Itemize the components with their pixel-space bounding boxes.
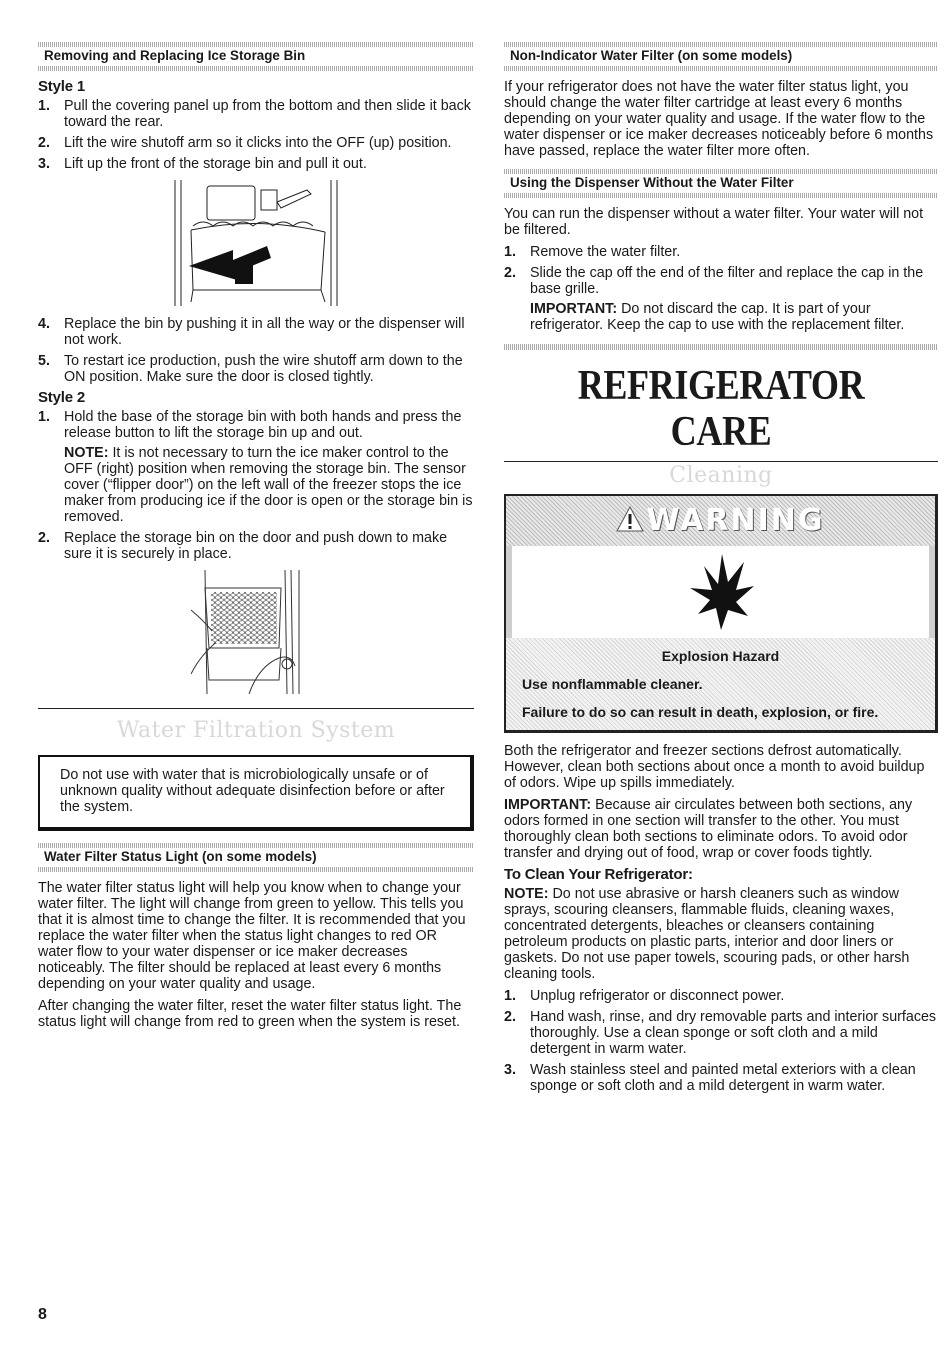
step-number: 5. (38, 353, 50, 369)
list-item (38, 316, 474, 348)
list-item (504, 1062, 938, 1094)
list-item (504, 265, 938, 333)
warning-band (506, 496, 935, 546)
step-text: Pull the covering panel up from the bottom and then slide it back toward the rear. (64, 98, 471, 130)
note-text: Do not use abrasive or harsh cleaners such as window sprays, scouring cleansers, flammable fluids, cleaning waxes, concentrated detergents, bleaches or cleansers containing petroleum products on plastic parts, interior and door liners or gaskets. Do not use paper towels, scouring pads, or other harsh cleaning tools. (504, 886, 910, 982)
step-number: 2. (38, 530, 50, 546)
without-filter-paragraph: You can run the dispenser without a water filter. Your water will not be filtered. (504, 206, 924, 238)
status-light-paragraph-2: After changing the water filter, reset the water filter status light. The status light will change from red to green when the system is reset. (38, 998, 462, 1030)
step-number: 2. (504, 265, 516, 281)
warning-text-area (506, 638, 935, 730)
step-text: Replace the bin by pushing it in all the way or the dispenser will not work. (64, 316, 465, 348)
style2-note (64, 445, 474, 525)
step-text: Unplug refrigerator or disconnect power. (530, 988, 785, 1004)
section-divider-stripe (504, 343, 938, 349)
step-number: 3. (38, 156, 50, 172)
list-item (504, 988, 938, 1004)
section-heading-non-indicator: Non-Indicator Water Filter (on some models) (504, 40, 938, 71)
hazard-title: Explosion Hazard (661, 648, 780, 664)
ice-bin-style2-illustration (191, 570, 321, 694)
right-column (504, 40, 938, 1099)
important-label: IMPORTANT: (530, 301, 618, 317)
list-item (38, 530, 474, 562)
style1-steps-second (38, 316, 474, 385)
step-text: Replace the storage bin on the door and push down to make sure it is securely in place. (64, 530, 448, 562)
without-filter-important (530, 301, 938, 333)
step-text: Remove the water filter. (530, 244, 681, 260)
step-text: To restart ice production, push the wire shutoff arm down to the ON position. Make sure the door is closed tightly. (64, 353, 463, 385)
note-label: NOTE: (64, 445, 109, 461)
refrigerator-care-title: REFRIGERATOR CARE (577, 363, 865, 455)
list-item (38, 409, 474, 525)
section-heading-without-filter: Using the Dispenser Without the Water Filter (504, 167, 938, 198)
ice-bin-style1-illustration (171, 180, 341, 306)
warning-line-1: Use nonflammable cleaner. (522, 676, 703, 692)
important-label: IMPORTANT: (504, 797, 592, 813)
warning-box (504, 494, 938, 733)
style1-steps-first (38, 98, 474, 172)
step-text: Lift the wire shutoff arm so it clicks into the OFF (up) position. (64, 135, 452, 151)
style2-title: Style 2 (38, 389, 85, 406)
section-rule (38, 708, 474, 709)
step-number: 1. (504, 244, 516, 260)
style2-steps (38, 409, 474, 562)
cleaning-important (504, 797, 938, 861)
to-clean-note (504, 886, 938, 982)
style1-title: Style 1 (38, 78, 85, 95)
step-text: Lift up the front of the storage bin and pull it out. (64, 156, 367, 172)
warning-icon-area (506, 546, 935, 638)
section-rule (504, 461, 938, 462)
warning-heading (506, 502, 935, 540)
to-clean-steps (504, 988, 938, 1094)
step-text: Wash stainless steel and painted metal exteriors with a clean sponge or soft cloth and a mild detergent in warm water. (530, 1062, 916, 1094)
list-item (38, 353, 474, 385)
step-number: 2. (38, 135, 50, 151)
list-item (38, 135, 474, 151)
note-label: NOTE: (504, 886, 549, 902)
list-item (38, 98, 474, 130)
step-text: Hold the base of the storage bin with both hands and press the release button to lift the storage bin up and out. (64, 409, 462, 441)
step-text: Slide the cap off the end of the filter and replace the cap in the base grille. (530, 265, 924, 297)
list-item (38, 156, 474, 172)
step-number: 2. (504, 1009, 516, 1025)
water-filtration-title: Water Filtration System (116, 718, 396, 743)
to-clean-title: To Clean Your Refrigerator: (504, 866, 693, 883)
section-heading-status-light: Water Filter Status Light (on some models) (38, 841, 474, 872)
step-number: 1. (38, 409, 50, 425)
important-text: Do not discard the cap. It is part of your refrigerator. Keep the cap to use with the replacement filter. (530, 301, 905, 333)
cleaning-paragraph: Both the refrigerator and freezer sections defrost automatically. However, clean both sections about once a month to avoid buildup of odors. Wipe up spills immediately. (504, 743, 925, 791)
without-filter-steps (504, 244, 938, 333)
warning-line-2: Failure to do so can result in death, explosion, or fire. (522, 704, 879, 720)
warning-triangle-icon (616, 506, 644, 532)
step-number: 1. (504, 988, 516, 1004)
note-text: It is not necessary to turn the ice maker control to the OFF (right) position when removing the storage bin. The sensor cover (“flipper door”) on the left wall of the freezer stops the ice maker from producing ice if the door is open or the storage bin is removed. (64, 445, 473, 525)
section-heading-ice-bin: Removing and Replacing Ice Storage Bin (38, 40, 474, 71)
non-indicator-paragraph: If your refrigerator does not have the water filter status light, you should change the water filter cartridge at least every 6 months depending on your water quality and usage. If the water flow to the water dispenser or ice maker decreases noticeably before 6 months have passed, replace the water filter more often. (504, 79, 934, 159)
water-filtration-notice: Do not use with water that is microbiologically unsafe or of unknown quality without adequate disinfection before or after the system. (38, 755, 474, 831)
left-column (38, 40, 474, 1036)
list-item (504, 1009, 938, 1057)
step-text: Hand wash, rinse, and dry removable parts and interior surfaces thoroughly. Use a clean sponge or soft cloth and a mild detergent in warm water. (530, 1009, 937, 1057)
step-number: 3. (504, 1062, 516, 1078)
step-number: 4. (38, 316, 50, 332)
page-number: 8 (38, 1306, 47, 1323)
step-number: 1. (38, 98, 50, 114)
explosion-icon (686, 552, 756, 632)
status-light-paragraph-1: The water filter status light will help you know when to change your water filter. The light will change from green to yellow. This tells you that it is almost time to change the filter. It is recommended that you replace the water filter when the status light changes to red OR water flow to your water dispenser or ice maker decreases noticeably. The filter should be replaced at least every 6 months depending on your water quality and usage. (38, 880, 466, 992)
warning-word: WARNING (646, 503, 825, 538)
cleaning-title: Cleaning (669, 463, 773, 488)
important-text: Because air circulates between both sections, any odors formed in one section will transfer to the other. You must thoroughly clean both sections to eliminate odors. To avoid odor transfer and drying out of food, wrap or cover foods tightly. (504, 797, 913, 861)
list-item (504, 244, 938, 260)
